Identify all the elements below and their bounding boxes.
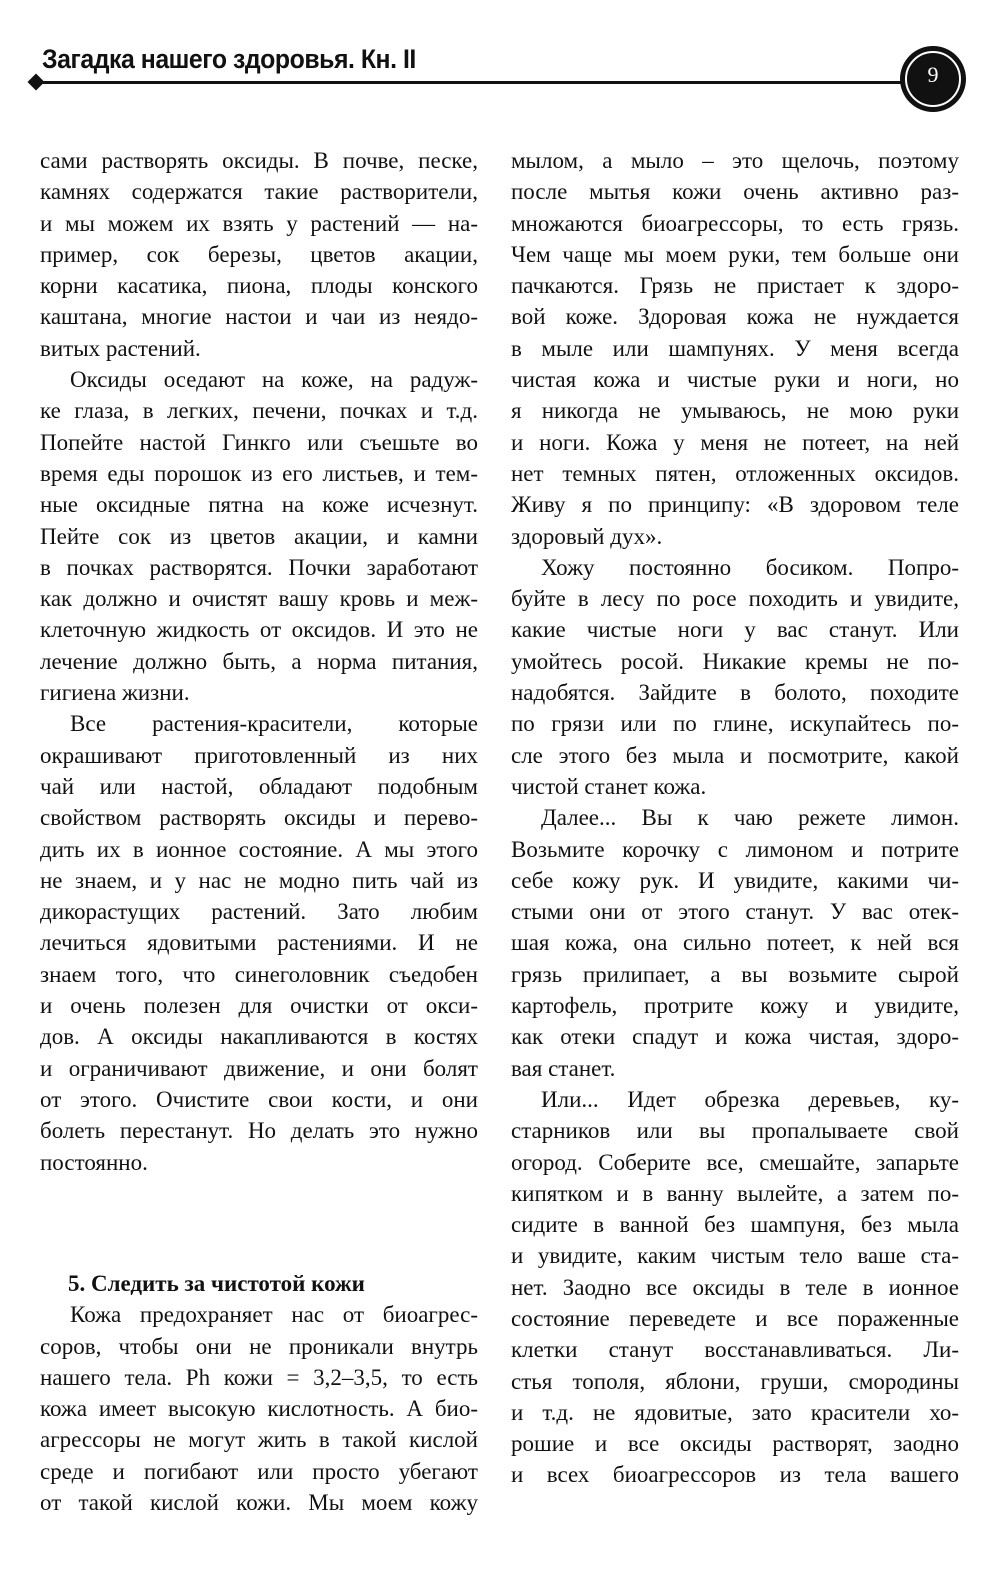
paragraph — [40, 145, 478, 364]
text-line: кожа имеет высокую кислотность. А био- — [40, 1396, 478, 1422]
text-line: и ограничивают движение, и они болят — [40, 1055, 478, 1081]
section-body — [40, 1299, 478, 1518]
text-line: старников или вы пропалываете свой — [511, 1118, 959, 1144]
text-line: нет. Заодно все оксиды в теле в ионное — [511, 1274, 959, 1300]
text-line: и т.д. не ядовитые, зато красители хо- — [511, 1399, 959, 1425]
text-line: витых растений. — [40, 335, 201, 361]
text-line: чай или настой, обладают подобным — [40, 773, 478, 799]
text-line: грязь прилипает, а вы возьмите сырой — [511, 961, 959, 987]
text-line: соров, чтобы они не проникали внутрь — [40, 1333, 478, 1359]
text-line: корни касатика, пиона, плоды конского — [40, 273, 478, 299]
text-line: сле этого без мыла и посмотрите, какой — [511, 742, 959, 768]
right-column — [511, 145, 959, 1491]
text-line: как должно и очистят вашу кровь и меж- — [40, 586, 478, 612]
text-line: стыми они от этого станут. У вас отек- — [511, 899, 959, 925]
text-line: состояние переведете и все пораженные — [511, 1305, 959, 1331]
text-line: как отеки спадут и кожа чистая, здоро- — [511, 1024, 959, 1050]
text-line: лечиться ядовитыми растениями. И не — [40, 930, 478, 956]
running-title: Загадка нашего здоровья. Кн. II — [42, 44, 416, 74]
header-rule — [40, 81, 910, 84]
text-line: Хожу постоянно босиком. Попро- — [541, 554, 959, 580]
text-line: свойством растворять оксиды и перево- — [40, 805, 478, 831]
text-line: и очень полезен для очистки от окси- — [40, 993, 478, 1019]
text-line: дов. А оксиды накапливаются в костях — [40, 1024, 478, 1050]
text-line: сами растворять оксиды. В почве, песке, — [40, 148, 478, 173]
text-line: и увидите, каким чистым тело ваше ста- — [511, 1243, 959, 1269]
text-line: Далее... Вы к чаю режете лимон. — [541, 805, 959, 831]
text-line: рошие и все оксиды растворят, заодно — [511, 1431, 959, 1457]
text-line: болеть перестанут. Но делать это нужно — [40, 1118, 478, 1144]
text-line: вой коже. Здоровая кожа не нуждается — [511, 304, 959, 330]
text-line: вая станет. — [511, 1055, 616, 1081]
text-line: умойтесь росой. Никакие кремы не по- — [511, 648, 959, 674]
text-line: Кожа предохраняет нас от биоагрес- — [70, 1302, 478, 1328]
text-line: какие чистые ноги у вас станут. Или — [511, 617, 959, 643]
text-line: по грязи или по глине, искупайтесь по- — [511, 711, 959, 737]
text-line: знаем того, что синеголовник съедобен — [40, 961, 478, 987]
text-line: камнях содержатся такие растворители, — [40, 179, 478, 205]
text-line: Попейте настой Гинкго или съешьте во — [40, 429, 478, 455]
text-line: пачкаются. Грязь не пристает к здоро- — [511, 273, 959, 299]
text-line: Возьмите корочку с лимоном и потрите — [511, 836, 959, 862]
text-line: картофель, протрите кожу и увидите, — [511, 993, 959, 1019]
text-line: от такой кислой кожи. Мы моем кожу — [40, 1490, 478, 1516]
page-number-badge — [900, 46, 966, 112]
text-line: и мы можем их взять у растений — на- — [40, 210, 478, 236]
text-line: и ноги. Кожа у меня не потеет, на ней — [511, 429, 959, 455]
text-line: здоровый дух». — [511, 523, 663, 549]
paragraph — [511, 802, 959, 1084]
text-line: мылом, а мыло – это щелочь, поэтому — [511, 148, 959, 173]
text-line: гигиена жизни. — [40, 680, 190, 706]
text-line: среде и погибают или просто убегают — [40, 1458, 478, 1484]
text-line: постоянно. — [40, 1149, 148, 1175]
text-line: дить их в ионное состояние. А мы этого — [40, 836, 478, 862]
text-line: после мытья кожи очень активно раз- — [511, 179, 959, 205]
text-line: чистой станет кожа. — [511, 773, 707, 799]
text-line: множаются биоагрессоры, то есть грязь. — [511, 210, 959, 236]
text-line: шая кожа, она сильно потеет, к ней вся — [511, 930, 959, 956]
page-number: 9 — [927, 62, 939, 87]
section-skin-care — [40, 1268, 478, 1518]
text-line: Живу я по принципу: «В здоровом теле — [511, 492, 959, 518]
text-line: от этого. Очистите свои кости, и они — [40, 1086, 478, 1112]
text-line: чистая кожа и чистые руки и ноги, но — [511, 367, 959, 393]
text-line: нет темных пятен, отложенных оксидов. — [511, 460, 959, 486]
text-line: в мыле или шампунях. У меня всегда — [511, 335, 959, 361]
paragraph — [40, 708, 478, 1177]
text-line: и всех биоагрессоров из тела вашего — [511, 1462, 959, 1488]
text-line: в почках растворятся. Почки заработают — [40, 554, 478, 580]
paragraph — [511, 1084, 959, 1491]
text-line: Пейте сок из цветов акации, и камни — [40, 523, 478, 549]
text-line: лечение должно быть, а норма питания, — [40, 648, 478, 674]
left-column — [40, 145, 478, 1178]
text-line: надобятся. Зайдите в болото, походите — [511, 680, 959, 706]
paragraph — [40, 1299, 478, 1518]
text-line: дикорастущих растений. Зато любим — [40, 899, 478, 925]
text-line: ке глаза, в легких, печени, почках и т.д. — [40, 398, 478, 424]
text-line: Оксиды оседают на коже, на радуж- — [70, 367, 478, 393]
text-line: кипятком и в ванну вылейте, а затем по- — [511, 1180, 959, 1206]
text-line: я никогда не умываюсь, не мою руки — [511, 398, 959, 424]
section-heading: 5. Следить за чистотой кожи — [68, 1271, 365, 1296]
text-line: окрашивают приготовленный из них — [40, 742, 478, 768]
text-line: Чем чаще мы моем руки, тем больше они — [511, 241, 959, 267]
text-line: клетки станут восстанавливаться. Ли- — [511, 1337, 959, 1363]
text-line: ные оксидные пятна на коже исчезнут. — [40, 492, 478, 518]
text-line: буйте в лесу по росе походить и увидите, — [511, 586, 959, 612]
paragraph — [511, 552, 959, 802]
text-line: время еды порошок из его листьев, и тем- — [40, 460, 478, 486]
text-line: себе кожу рук. И увидите, какими чи- — [511, 867, 959, 893]
text-line: Или... Идет обрезка деревьев, ку- — [541, 1086, 959, 1112]
paragraph — [40, 364, 478, 708]
text-line: клеточную жидкость от оксидов. И это не — [40, 617, 478, 643]
text-line: Все растения-красители, которые — [70, 711, 478, 737]
text-line: стья тополя, яблони, груши, смородины — [511, 1368, 959, 1394]
text-line: агрессоры не могут жить в такой кислой — [40, 1427, 478, 1453]
text-line: нашего тела. Ph кожи = 3,2–3,5, то есть — [40, 1364, 478, 1390]
text-line: сидите в ванной без шампуня, без мыла — [511, 1212, 959, 1238]
text-line: пример, сок березы, цветов акации, — [40, 241, 478, 267]
text-line: не знаем, и у нас не модно пить чай из — [40, 867, 478, 893]
paragraph — [511, 145, 959, 552]
text-line: огород. Соберите все, смешайте, запарьте — [511, 1149, 959, 1175]
text-line: каштана, многие настои и чаи из неядо- — [40, 304, 478, 330]
